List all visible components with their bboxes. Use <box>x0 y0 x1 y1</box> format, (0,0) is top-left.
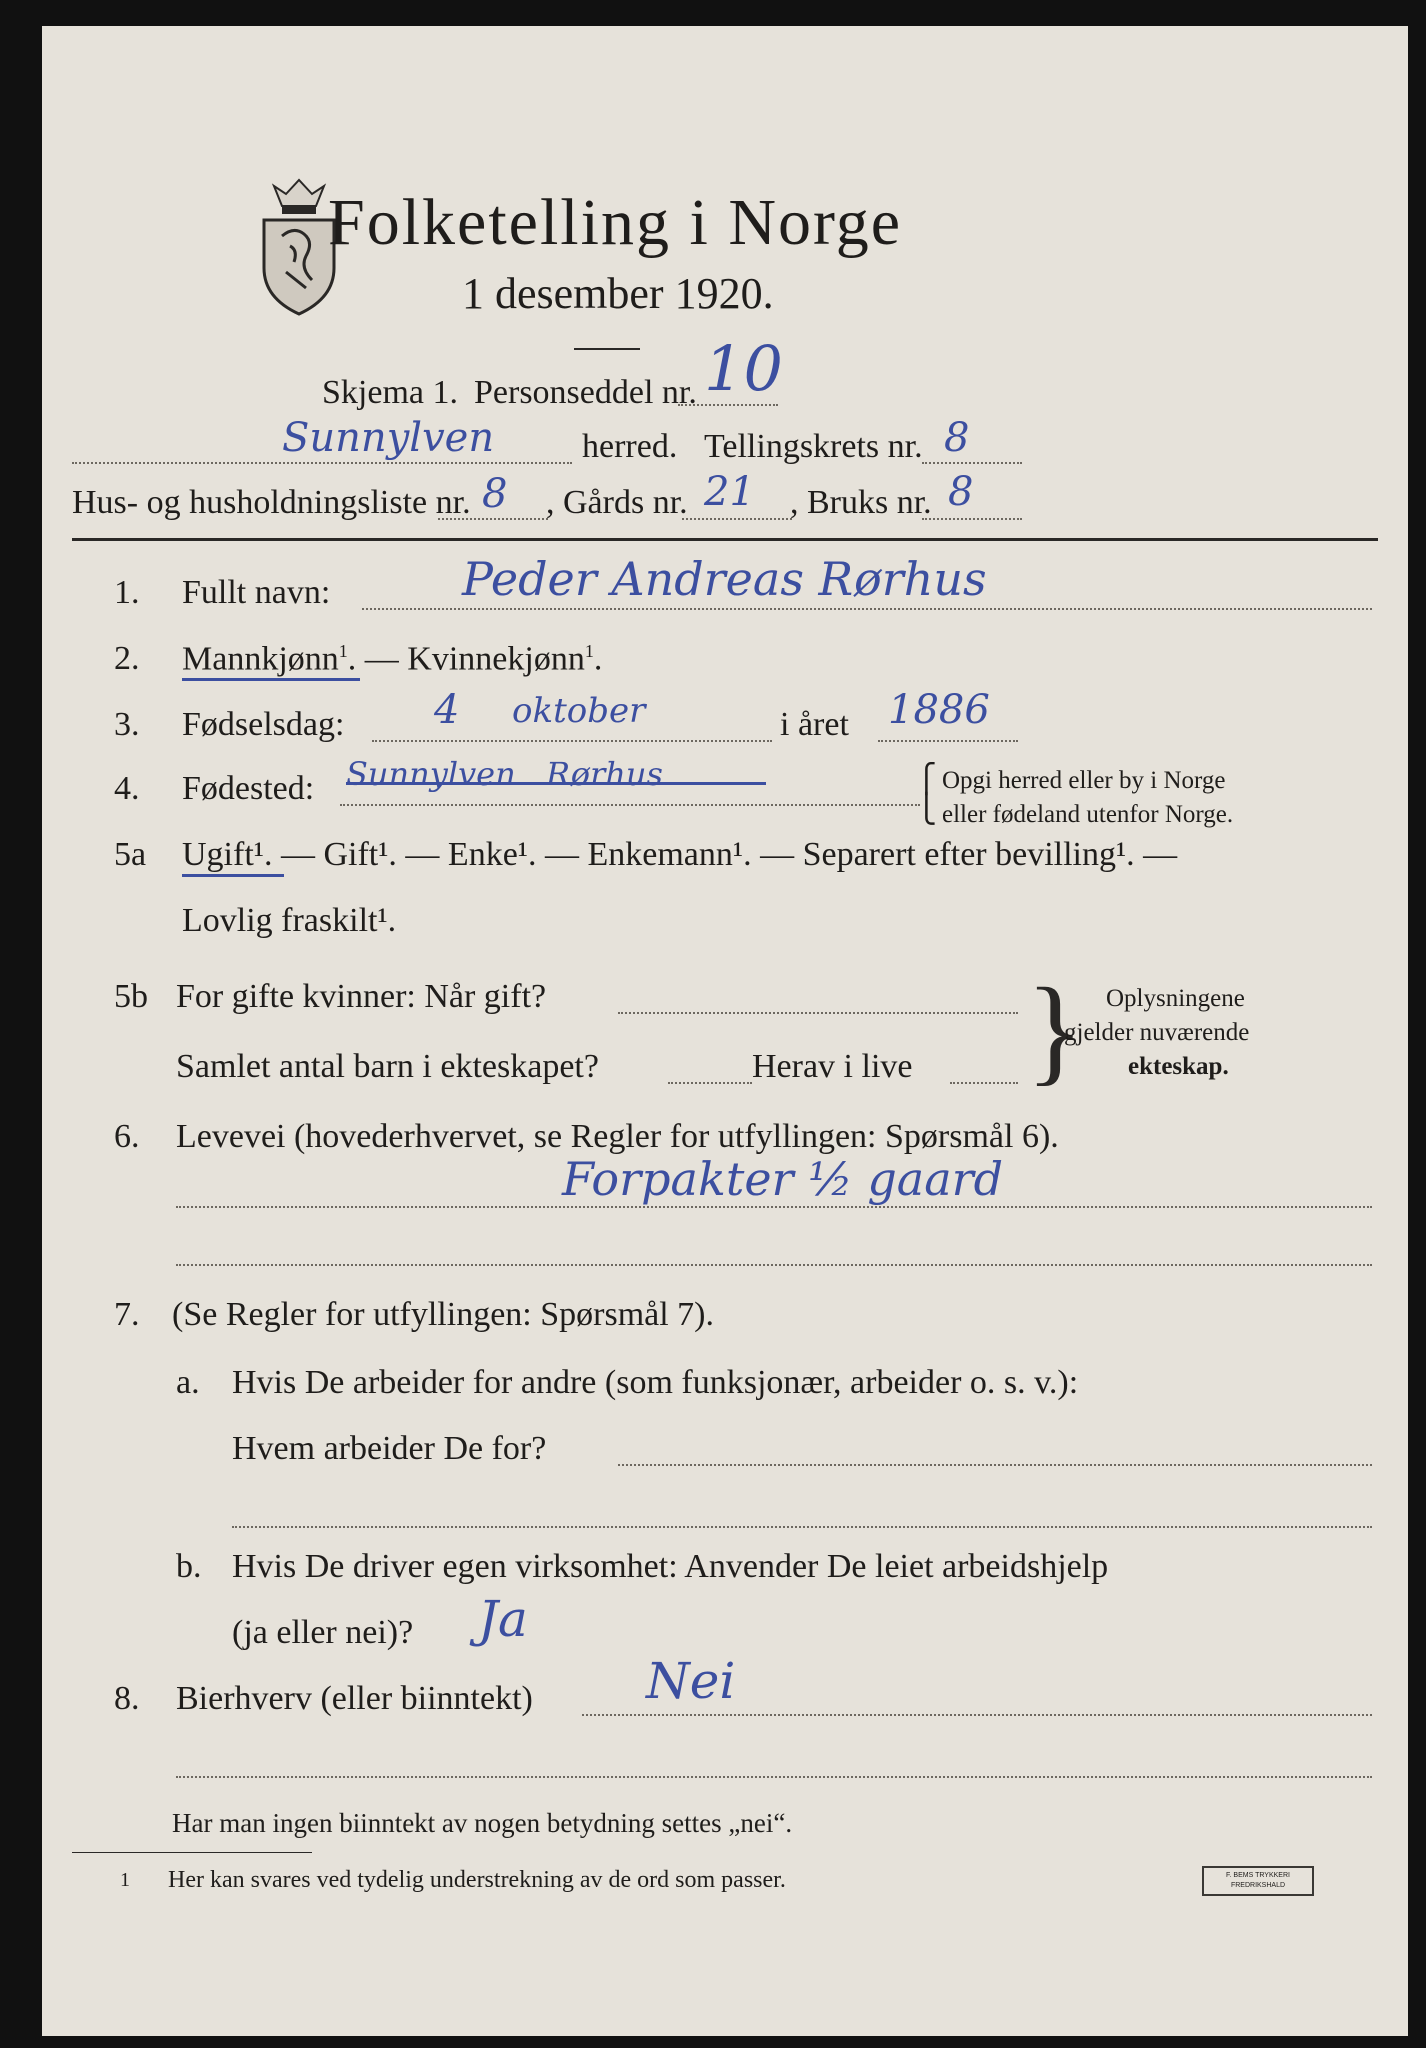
footnote-divider <box>72 1852 312 1853</box>
personseddel-value: 10 <box>704 332 783 405</box>
q7b-letter: b. <box>176 1548 202 1585</box>
herred-line <box>72 462 572 464</box>
q8-label: Bierhverv (eller biinntekt) <box>176 1680 533 1717</box>
q5b-alive-line <box>950 1082 1018 1084</box>
norwegian-coat-of-arms-icon <box>260 176 338 316</box>
q3-year: 1886 <box>888 687 990 733</box>
q4-brace-bottom: ⎩ <box>916 794 937 825</box>
q7b-line-2: (ja eller nei)? <box>232 1614 414 1651</box>
q4-note-1: Opgi herred eller by i Norge <box>942 767 1226 794</box>
q4-note-2: eller fødeland utenfor Norge. <box>942 801 1234 828</box>
q5b-note-3: ekteskap. <box>1128 1053 1229 1080</box>
q6-number: 6. <box>114 1118 140 1155</box>
q2-end: . <box>593 640 603 678</box>
q7a-letter: a. <box>176 1364 200 1401</box>
q8-number: 8. <box>114 1680 140 1717</box>
census-form <box>42 26 1408 2036</box>
q2-female: Kvinnekjønn <box>407 640 585 678</box>
q5b-note-2: gjelder nuværende <box>1064 1019 1250 1046</box>
q5a-ugift-underline <box>182 874 284 877</box>
q3-year-label: i året <box>780 706 849 743</box>
q4-label: Fødested: <box>182 770 315 807</box>
q3-number: 3. <box>114 706 140 743</box>
q6-value: Forpakter ½ gaard <box>562 1152 1004 1206</box>
q7a-line-1: Hvis De arbeider for andre (som funksjonær, arbeider o. s. v.): <box>232 1364 1079 1401</box>
q5a-line-1: Ugift¹. — Gift¹. — Enke¹. — Enkemann¹. — Separert efter bevilling¹. — <box>182 836 1178 873</box>
q5b-number: 5b <box>114 978 148 1015</box>
q3-day-line <box>372 740 772 742</box>
q7a-line <box>618 1464 1372 1466</box>
title-divider <box>574 348 640 350</box>
q5b-line-2a: Samlet antal barn i ekteskapet? <box>176 1048 599 1085</box>
q4-value-struck-1: Sunnylven <box>346 755 516 793</box>
herred-value: Sunnylven <box>282 415 495 461</box>
bruks-value: 8 <box>948 469 974 515</box>
hus-label: Hus- og husholdningsliste nr. <box>72 484 471 521</box>
q8-line-extra <box>176 1776 1372 1778</box>
q7-number: 7. <box>114 1296 140 1333</box>
q7-label: (Se Regler for utfyllingen: Spørsmål 7). <box>172 1296 715 1333</box>
q3-day: 4 <box>434 687 460 733</box>
q2-male: Mannkjønn <box>182 640 339 678</box>
tellingskrets-label: Tellingskrets nr. <box>704 428 923 465</box>
hus-value: 8 <box>482 471 508 517</box>
q7b-line-1: Hvis De driver egen virksomhet: Anvender De leiet arbeidshjelp <box>232 1548 1109 1585</box>
gards-line <box>682 518 792 520</box>
tellingskrets-value: 8 <box>944 415 970 461</box>
q1-label: Fullt navn: <box>182 574 331 611</box>
q4-value-struck-2: Rørhus <box>546 755 663 793</box>
q1-number: 1. <box>114 574 140 611</box>
q7a-line-2: Hvem arbeider De for? <box>232 1430 547 1467</box>
gards-value: 21 <box>704 469 755 515</box>
bruks-line <box>922 518 1022 520</box>
census-date: 1 desember 1920. <box>462 269 774 318</box>
footer-note: Har man ingen biinntekt av nogen betydning settes „nei“. <box>172 1808 793 1838</box>
skjema-label: Skjema 1. <box>322 374 458 411</box>
q7a-line-extra <box>232 1526 1372 1528</box>
bruks-label: , Bruks nr. <box>790 484 932 521</box>
footnote-number: 1 <box>120 1869 130 1891</box>
q4-line <box>340 804 920 806</box>
q4-brace-top: ⎧ <box>916 764 937 795</box>
q5b-children-line <box>668 1082 752 1084</box>
printer-stamp <box>1202 1866 1314 1896</box>
q3-year-line <box>878 740 1018 742</box>
q1-line <box>362 608 1372 610</box>
footnote-text: Her kan svares ved tydelig understrekning av de ord som passer. <box>168 1867 786 1893</box>
q2-number: 2. <box>114 640 140 677</box>
q5b-brace: } <box>1026 963 1084 1096</box>
gards-label: , Gårds nr. <box>546 484 688 521</box>
q2-sex-options <box>182 642 602 676</box>
q5b-note-1: Oplysningene <box>1106 985 1245 1012</box>
q3-label: Fødselsdag: <box>182 706 345 743</box>
q2-separator: . — <box>347 640 399 678</box>
q5a-line-2: Lovlig fraskilt¹. <box>182 902 397 939</box>
q6-label: Levevei (hovederhvervet, se Regler for utfyllingen: Spørsmål 6). <box>176 1118 1059 1155</box>
q2-male-underline <box>182 678 360 681</box>
tellingskrets-line <box>922 462 1022 464</box>
q6-line-1 <box>176 1206 1372 1208</box>
q4-strike-line <box>346 782 766 785</box>
personseddel-label: Personseddel nr. <box>474 374 697 411</box>
q8-line <box>582 1714 1372 1716</box>
q5b-line-1: For gifte kvinner: Når gift? <box>176 978 547 1015</box>
q3-month: oktober <box>512 691 646 731</box>
printer-stamp-text: F. BEMS TRYKKERI FREDRIKSHALD <box>1226 1872 1290 1889</box>
q5b-when-line <box>618 1012 1018 1014</box>
hus-line <box>438 518 548 520</box>
q7b-value: Ja <box>478 1590 528 1648</box>
header-divider <box>72 538 1378 541</box>
q1-value: Peder Andreas Rørhus <box>462 552 987 606</box>
q8-value: Nei <box>646 1652 736 1710</box>
q6-line-2 <box>176 1264 1372 1266</box>
q5b-line-2b: Herav i live <box>752 1048 913 1085</box>
q4-number: 4. <box>114 770 140 807</box>
q2-footnote-mark-2: 1 <box>584 641 594 661</box>
form-title: Folketelling i Norge <box>328 186 903 259</box>
q2-footnote-mark-1: 1 <box>338 641 348 661</box>
herred-label: herred. <box>582 428 678 465</box>
q5a-number: 5a <box>114 836 147 873</box>
